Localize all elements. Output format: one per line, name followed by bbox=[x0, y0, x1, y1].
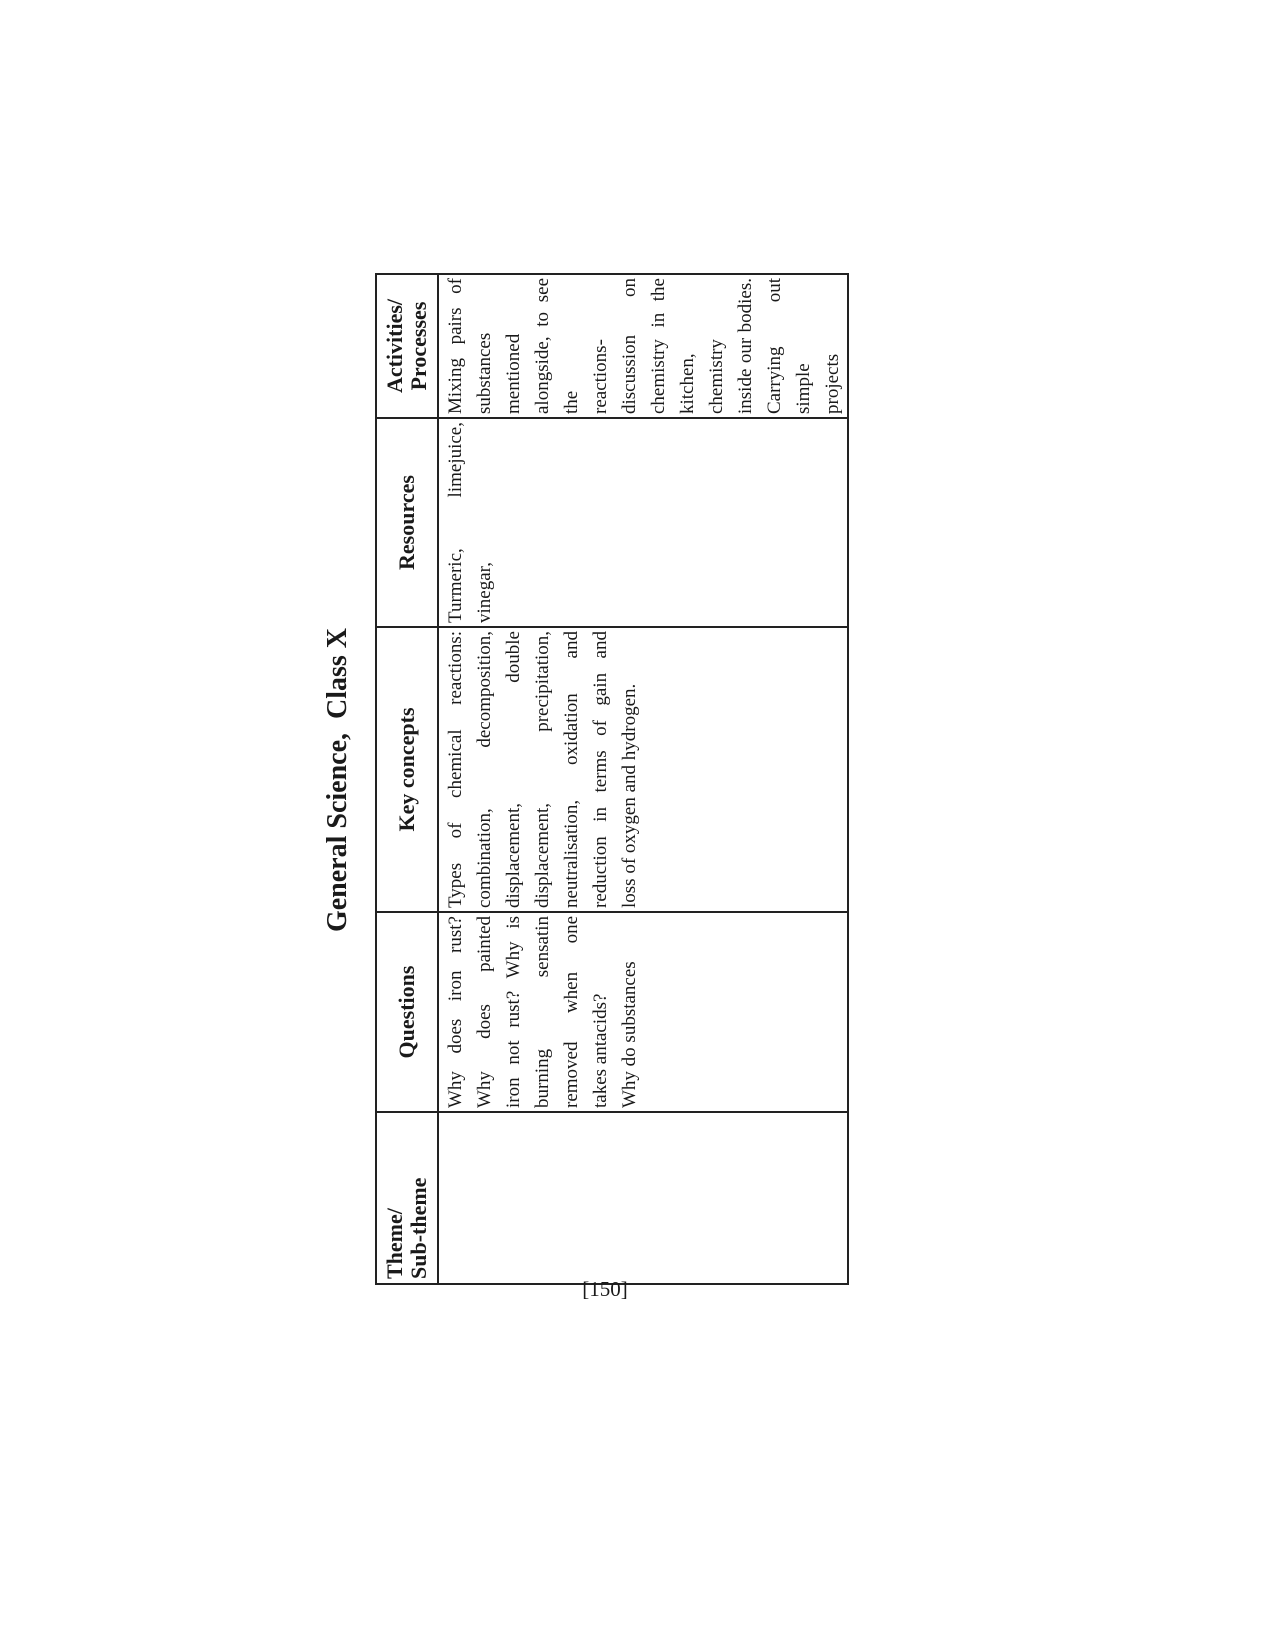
cell-resources bbox=[438, 418, 848, 627]
key-concepts-line: loss of oxygen and hydrogen. bbox=[619, 683, 640, 908]
header-activities-line2: Processes bbox=[406, 301, 431, 391]
header-questions: Questions bbox=[376, 912, 438, 1112]
cell-activities bbox=[438, 274, 848, 418]
questions-line: Why does iron rust? bbox=[445, 916, 466, 1108]
key-concepts-line: reduction in terms of gain and bbox=[590, 631, 611, 908]
header-theme-line2: Sub-theme bbox=[406, 1177, 431, 1279]
header-theme-line1: Theme/ bbox=[382, 1208, 407, 1279]
questions-line: Why does painted bbox=[474, 916, 495, 1108]
key-concepts-line: neutralisation, oxidation and bbox=[561, 631, 582, 908]
resources-line: vinegar, bbox=[474, 562, 495, 623]
key-concepts-line: displacement, precipitation, bbox=[532, 631, 553, 908]
cell-questions bbox=[438, 912, 848, 1112]
header-activities bbox=[376, 274, 438, 418]
activities-line: chemistry in the bbox=[648, 278, 669, 414]
questions-line: Why do substances bbox=[619, 961, 640, 1108]
resources-line: Turmeric, limejuice, bbox=[445, 422, 466, 623]
activities-line: kitchen, chemistry bbox=[677, 339, 727, 414]
page-number: [150] bbox=[582, 1277, 628, 1301]
key-concepts-line: displacement, double bbox=[503, 631, 524, 908]
rotated-page-content bbox=[310, 275, 870, 1285]
table-row bbox=[438, 274, 848, 1284]
header-theme bbox=[376, 1112, 438, 1284]
activities-line: projects bbox=[822, 353, 843, 414]
header-activities-line1: Activities/ bbox=[382, 298, 407, 394]
activities-line: substances mentioned bbox=[474, 332, 524, 414]
questions-line: takes antacids? bbox=[590, 993, 611, 1108]
curriculum-table bbox=[375, 273, 849, 1285]
questions-line: removed when one bbox=[561, 916, 582, 1108]
cell-key-concepts bbox=[438, 627, 848, 912]
activities-line: inside our bodies. bbox=[735, 278, 756, 414]
key-concepts-line: combination, decomposition, bbox=[474, 631, 495, 908]
activities-line: alongside, to see the bbox=[532, 278, 582, 414]
questions-line: iron not rust? Why is bbox=[503, 916, 524, 1108]
header-key-concepts: Key concepts bbox=[376, 627, 438, 912]
activities-line: Carrying out simple bbox=[764, 278, 814, 414]
header-resources: Resources bbox=[376, 418, 438, 627]
key-concepts-line: Types of chemical reactions: bbox=[445, 631, 466, 908]
questions-line: burning sensatin bbox=[532, 916, 553, 1108]
table-header-row bbox=[376, 274, 438, 1284]
cell-theme bbox=[438, 1112, 848, 1284]
activities-line: Mixing pairs of bbox=[445, 278, 466, 414]
page-title: General Science, Class X bbox=[322, 627, 353, 933]
activities-line: reactions-discussion on bbox=[590, 278, 640, 414]
